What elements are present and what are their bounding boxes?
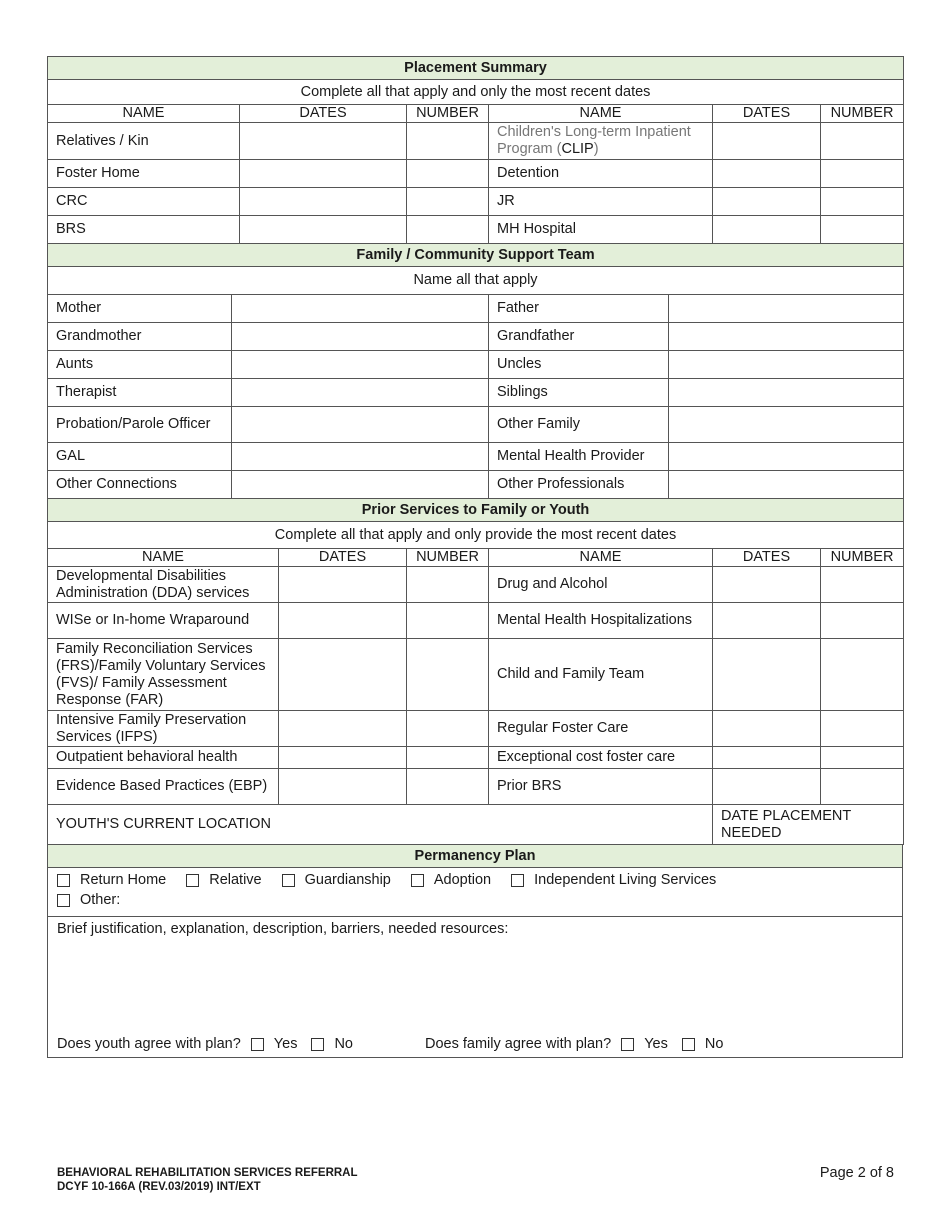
- checkbox-icon[interactable]: [282, 874, 295, 887]
- yes-label: Yes: [273, 1036, 298, 1052]
- checkbox-icon[interactable]: [186, 874, 199, 887]
- team-name-field[interactable]: [232, 471, 489, 499]
- team-label: Mental Health Provider: [489, 443, 669, 471]
- number-field[interactable]: [407, 711, 489, 747]
- team-name-field[interactable]: [232, 379, 489, 407]
- justification-field[interactable]: [48, 917, 903, 1058]
- no-label: No: [334, 1036, 353, 1052]
- number-field[interactable]: [821, 216, 904, 244]
- date-placement-needed-field[interactable]: DATE PLACEMENT NEEDED: [713, 805, 904, 845]
- form-title: BEHAVIORAL REHABILITATION SERVICES REFERRAL: [57, 1167, 358, 1179]
- service-label: WISe or In-home Wraparound: [48, 603, 279, 639]
- checkbox-icon[interactable]: [511, 874, 524, 887]
- service-label: Prior BRS: [489, 769, 713, 805]
- number-field[interactable]: [821, 639, 904, 711]
- placement-label: Foster Home: [48, 160, 240, 188]
- dates-field[interactable]: [713, 747, 821, 769]
- team-label: Uncles: [489, 351, 669, 379]
- team-label: Probation/Parole Officer: [48, 407, 232, 443]
- permanency-plan-table: [47, 844, 903, 1058]
- youth-no-checkbox[interactable]: [311, 1038, 324, 1051]
- number-field[interactable]: [407, 216, 489, 244]
- col-dates-header: DATES: [713, 105, 821, 123]
- dates-field[interactable]: [279, 639, 407, 711]
- col-name-header: NAME: [489, 105, 713, 123]
- number-field[interactable]: [821, 160, 904, 188]
- option-return-home[interactable]: Return Home: [57, 872, 166, 889]
- col-dates-header: DATES: [713, 549, 821, 567]
- team-label: Aunts: [48, 351, 232, 379]
- yes-label: Yes: [644, 1036, 668, 1052]
- col-name-header: NAME: [48, 549, 279, 567]
- dates-field[interactable]: [240, 160, 407, 188]
- family-no-checkbox[interactable]: [682, 1038, 695, 1051]
- team-label: Siblings: [489, 379, 669, 407]
- number-field[interactable]: [821, 769, 904, 805]
- family-yes-checkbox[interactable]: [621, 1038, 634, 1051]
- team-label: Other Family: [489, 407, 669, 443]
- dates-field[interactable]: [279, 769, 407, 805]
- number-field[interactable]: [821, 567, 904, 603]
- team-name-field[interactable]: [669, 407, 904, 443]
- number-field[interactable]: [407, 567, 489, 603]
- dates-field[interactable]: [240, 188, 407, 216]
- team-name-field[interactable]: [232, 407, 489, 443]
- dates-field[interactable]: [279, 747, 407, 769]
- service-label: Outpatient behavioral health: [48, 747, 279, 769]
- service-label: Evidence Based Practices (EBP): [48, 769, 279, 805]
- number-field[interactable]: [821, 188, 904, 216]
- number-field[interactable]: [407, 160, 489, 188]
- number-field[interactable]: [407, 639, 489, 711]
- number-field[interactable]: [821, 711, 904, 747]
- option-relative[interactable]: Relative: [186, 872, 261, 889]
- form-page: [47, 56, 903, 1058]
- team-label: Other Connections: [48, 471, 232, 499]
- option-other[interactable]: Other:: [57, 892, 120, 909]
- team-name-field[interactable]: [669, 295, 904, 323]
- placement-label: CRC: [48, 188, 240, 216]
- team-label: Grandfather: [489, 323, 669, 351]
- agreement-row: [57, 1036, 723, 1053]
- placement-label: Relatives / Kin: [48, 123, 240, 160]
- placement-label: BRS: [48, 216, 240, 244]
- col-number-header: NUMBER: [407, 105, 489, 123]
- col-number-header: NUMBER: [821, 549, 904, 567]
- service-label: Developmental Disabilities Administration (DDA) services: [48, 567, 279, 603]
- dates-field[interactable]: [713, 216, 821, 244]
- team-label: GAL: [48, 443, 232, 471]
- option-guardianship[interactable]: Guardianship: [282, 872, 391, 889]
- dates-field[interactable]: [713, 639, 821, 711]
- dates-field[interactable]: [279, 567, 407, 603]
- team-label: Father: [489, 295, 669, 323]
- prior-services-title: Prior Services to Family or Youth: [48, 499, 904, 522]
- dates-field[interactable]: [279, 603, 407, 639]
- dates-field[interactable]: [713, 160, 821, 188]
- checkbox-icon[interactable]: [57, 874, 70, 887]
- dates-field[interactable]: [240, 216, 407, 244]
- support-team-instructions: Name all that apply: [48, 267, 904, 295]
- dates-field[interactable]: [713, 188, 821, 216]
- team-label: Therapist: [48, 379, 232, 407]
- prior-services-table: [47, 498, 904, 845]
- youth-yes-checkbox[interactable]: [251, 1038, 264, 1051]
- youth-current-location-field[interactable]: YOUTH'S CURRENT LOCATION: [48, 805, 713, 845]
- dates-field[interactable]: [713, 711, 821, 747]
- placement-summary-title: Placement Summary: [48, 57, 904, 80]
- service-label: Regular Foster Care: [489, 711, 713, 747]
- placement-label: Children's Long-term Inpatient Program (CLIP): [489, 123, 713, 160]
- form-number: DCYF 10-166A (REV.03/2019) INT/EXT: [57, 1181, 261, 1193]
- number-field[interactable]: [407, 769, 489, 805]
- support-team-title: Family / Community Support Team: [48, 244, 904, 267]
- dates-field[interactable]: [713, 123, 821, 160]
- dates-field[interactable]: [713, 603, 821, 639]
- placement-summary-table: [47, 56, 904, 244]
- prior-services-instructions: Complete all that apply and only provide the most recent dates: [48, 522, 904, 549]
- team-name-field[interactable]: [669, 443, 904, 471]
- number-field[interactable]: [821, 123, 904, 160]
- team-name-field[interactable]: [669, 379, 904, 407]
- team-name-field[interactable]: [669, 351, 904, 379]
- placement-instructions: Complete all that apply and only the most recent dates: [48, 80, 904, 105]
- team-name-field[interactable]: [232, 323, 489, 351]
- team-name-field[interactable]: [232, 295, 489, 323]
- team-name-field[interactable]: [669, 323, 904, 351]
- justification-label: Brief justification, explanation, description, barriers, needed resources:: [57, 921, 509, 937]
- number-field[interactable]: [407, 123, 489, 160]
- dates-field[interactable]: [240, 123, 407, 160]
- dates-field[interactable]: [713, 769, 821, 805]
- checkbox-icon[interactable]: [411, 874, 424, 887]
- dates-field[interactable]: [713, 567, 821, 603]
- support-team-table: [47, 243, 904, 499]
- col-number-header: NUMBER: [821, 105, 904, 123]
- number-field[interactable]: [407, 603, 489, 639]
- permanency-plan-title: Permanency Plan: [48, 845, 903, 868]
- form-footer: [57, 1166, 358, 1194]
- service-label: Mental Health Hospitalizations: [489, 603, 713, 639]
- service-label: Drug and Alcohol: [489, 567, 713, 603]
- number-field[interactable]: [407, 188, 489, 216]
- team-name-field[interactable]: [232, 443, 489, 471]
- col-name-header: NAME: [489, 549, 713, 567]
- service-label: Intensive Family Preservation Services (IFPS): [48, 711, 279, 747]
- option-independent-living[interactable]: Independent Living Services: [511, 872, 716, 889]
- team-label: Other Professionals: [489, 471, 669, 499]
- youth-agree-label: Does youth agree with plan?: [57, 1036, 241, 1052]
- option-adoption[interactable]: Adoption: [411, 872, 491, 889]
- no-label: No: [704, 1036, 724, 1052]
- col-dates-header: DATES: [279, 549, 407, 567]
- team-label: Mother: [48, 295, 232, 323]
- dates-field[interactable]: [279, 711, 407, 747]
- col-dates-header: DATES: [240, 105, 407, 123]
- team-name-field[interactable]: [669, 471, 904, 499]
- service-label: Exceptional cost foster care: [489, 747, 713, 769]
- number-field[interactable]: [821, 747, 904, 769]
- col-name-header: NAME: [48, 105, 240, 123]
- number-field[interactable]: [821, 603, 904, 639]
- col-number-header: NUMBER: [407, 549, 489, 567]
- page-number: Page 2 of 8: [819, 1165, 894, 1181]
- number-field[interactable]: [407, 747, 489, 769]
- placement-label: MH Hospital: [489, 216, 713, 244]
- team-name-field[interactable]: [232, 351, 489, 379]
- service-label: Child and Family Team: [489, 639, 713, 711]
- service-label: Family Reconciliation Services (FRS)/Family Voluntary Services (FVS)/ Family Assessment Response (FAR): [48, 639, 279, 711]
- placement-label: Detention: [489, 160, 713, 188]
- permanency-options: [48, 868, 903, 917]
- placement-label: JR: [489, 188, 713, 216]
- checkbox-icon[interactable]: [57, 894, 70, 907]
- family-agree-label: Does family agree with plan?: [425, 1036, 612, 1052]
- team-label: Grandmother: [48, 323, 232, 351]
